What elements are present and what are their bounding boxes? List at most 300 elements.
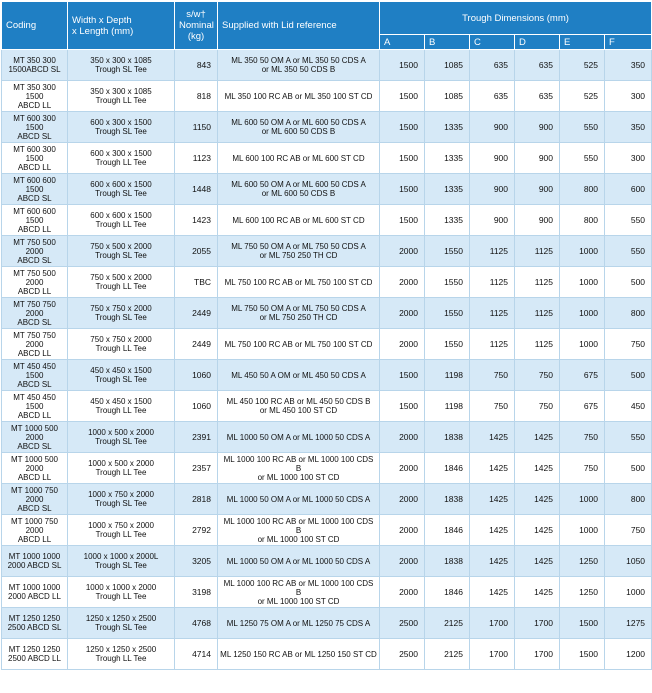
dim-e-cell: 1000 xyxy=(560,484,605,515)
dim-a-cell: 1500 xyxy=(380,143,425,174)
dim-c-cell: 1425 xyxy=(470,422,515,453)
size-cell-line: Trough LL Tee xyxy=(95,282,147,291)
weight-cell: 2449 xyxy=(175,329,218,360)
lid-cell-line: ML 450 100 RC AB or ML 450 50 CDS B xyxy=(226,397,371,406)
coding-cell-line: ABCD LL xyxy=(17,224,52,234)
dim-d-cell: 1425 xyxy=(515,546,560,577)
dim-c-cell: 1425 xyxy=(470,484,515,515)
dim-f-cell: 500 xyxy=(605,360,652,391)
coding-cell xyxy=(2,453,68,484)
lid-cell xyxy=(218,577,380,608)
dim-f-cell: 750 xyxy=(605,329,652,360)
size-cell-line: 1250 x 1250 x 2500 xyxy=(85,645,157,654)
size-cell-line: 1000 x 750 x 2000 xyxy=(88,521,154,530)
dim-a-cell: 2000 xyxy=(380,236,425,267)
coding-cell xyxy=(2,267,68,298)
lid-cell-line: ML 1000 100 RC AB or ML 1000 100 CDS B xyxy=(223,578,374,597)
dim-a-cell: 1500 xyxy=(380,360,425,391)
size-cell-line: 1000 x 1000 x 2000 xyxy=(85,583,157,592)
dim-d-cell: 1700 xyxy=(515,639,560,670)
header-dim-b: B xyxy=(425,35,470,50)
coding-cell-line: MT 1250 1250 xyxy=(8,614,61,623)
lid-cell xyxy=(218,174,380,205)
coding-cell-line: ABCD SL xyxy=(17,441,52,451)
coding-cell-line: MT 1000 1000 xyxy=(8,583,61,592)
size-cell-line: 750 x 500 x 2000 xyxy=(90,273,152,282)
dim-e-cell: 1000 xyxy=(560,267,605,298)
dim-a-cell: 1500 xyxy=(380,174,425,205)
size-cell-line: 450 x 450 x 1500 xyxy=(90,397,152,406)
size-cell-line: Trough LL Tee xyxy=(95,344,147,353)
weight-cell: 1060 xyxy=(175,360,218,391)
dim-d-cell: 1425 xyxy=(515,515,560,546)
dim-b-cell: 1838 xyxy=(425,546,470,577)
weight-cell: 2449 xyxy=(175,298,218,329)
coding-cell-line: ABCD SL xyxy=(17,379,52,389)
lid-cell xyxy=(218,360,380,391)
dim-d-cell: 635 xyxy=(515,50,560,81)
size-cell-line: 600 x 600 x 1500 xyxy=(90,180,152,189)
lid-cell-line: or ML 600 50 CDS B xyxy=(261,189,336,198)
table-row xyxy=(2,267,652,298)
lid-cell-line: ML 600 100 RC AB or ML 600 ST CD xyxy=(232,215,365,225)
dim-a-cell: 2000 xyxy=(380,329,425,360)
size-cell-line: Trough SL Tee xyxy=(95,499,147,508)
dim-e-cell: 1500 xyxy=(560,608,605,639)
dim-c-cell: 750 xyxy=(470,391,515,422)
dim-a-cell: 2000 xyxy=(380,546,425,577)
dim-d-cell: 900 xyxy=(515,112,560,143)
header-dim-c: C xyxy=(470,35,515,50)
lid-cell xyxy=(218,267,380,298)
dim-d-cell: 750 xyxy=(515,391,560,422)
lid-cell-line: ML 1000 100 RC AB or ML 1000 100 CDS B xyxy=(223,454,374,473)
size-cell xyxy=(68,639,175,670)
weight-cell: 3205 xyxy=(175,546,218,577)
dim-e-cell: 1000 xyxy=(560,298,605,329)
coding-cell xyxy=(2,174,68,205)
size-cell-line: Trough SL Tee xyxy=(95,251,147,260)
lid-cell-line: ML 350 100 RC AB or ML 350 100 ST CD xyxy=(224,91,373,101)
table-row xyxy=(2,608,652,639)
dim-c-cell: 1125 xyxy=(470,298,515,329)
lid-cell-line: ML 1000 50 OM A or ML 1000 50 CDS A xyxy=(226,494,371,504)
dim-e-cell: 525 xyxy=(560,50,605,81)
lid-cell xyxy=(218,639,380,670)
dim-c-cell: 1425 xyxy=(470,577,515,608)
size-cell-line: 600 x 600 x 1500 xyxy=(90,211,152,220)
dim-d-cell: 635 xyxy=(515,81,560,112)
size-cell xyxy=(68,515,175,546)
dim-a-cell: 2000 xyxy=(380,484,425,515)
lid-cell-line: ML 1000 50 OM A or ML 1000 50 CDS A xyxy=(226,432,371,442)
lid-cell-line: ML 1000 100 RC AB or ML 1000 100 CDS B xyxy=(223,516,374,535)
dim-a-cell: 2000 xyxy=(380,422,425,453)
dim-f-cell: 550 xyxy=(605,422,652,453)
lid-cell xyxy=(218,422,380,453)
header-trough-dimensions: Trough Dimensions (mm) xyxy=(380,2,652,35)
dim-f-cell: 1050 xyxy=(605,546,652,577)
dim-a-cell: 1500 xyxy=(380,391,425,422)
dim-c-cell: 1425 xyxy=(470,546,515,577)
dim-e-cell: 675 xyxy=(560,391,605,422)
size-cell xyxy=(68,205,175,236)
coding-cell xyxy=(2,422,68,453)
lid-cell-line: ML 600 50 OM A or ML 600 50 CDS A xyxy=(231,118,366,127)
weight-cell: 1448 xyxy=(175,174,218,205)
header-width-depth-length: Width x Depth x Length (mm) xyxy=(68,2,175,50)
size-cell xyxy=(68,577,175,608)
dim-f-cell: 500 xyxy=(605,453,652,484)
size-cell-line: 600 x 300 x 1500 xyxy=(90,118,152,127)
weight-cell: 1423 xyxy=(175,205,218,236)
lid-cell-line: ML 350 50 OM A or ML 350 50 CDS A xyxy=(231,56,366,65)
dim-c-cell: 635 xyxy=(470,50,515,81)
size-cell xyxy=(68,174,175,205)
dim-e-cell: 1500 xyxy=(560,639,605,670)
size-cell xyxy=(68,391,175,422)
header-dim-e: E xyxy=(560,35,605,50)
coding-cell xyxy=(2,50,68,81)
table-row xyxy=(2,484,652,515)
dim-a-cell: 2500 xyxy=(380,608,425,639)
weight-cell: 4714 xyxy=(175,639,218,670)
table-row xyxy=(2,577,652,608)
size-cell xyxy=(68,267,175,298)
table-body xyxy=(2,50,652,670)
coding-cell-line: MT 750 750 2000 xyxy=(13,330,56,349)
table-row xyxy=(2,422,652,453)
coding-cell-line: ABCD SL xyxy=(17,503,52,513)
dim-e-cell: 525 xyxy=(560,81,605,112)
dim-f-cell: 1275 xyxy=(605,608,652,639)
dim-d-cell: 1425 xyxy=(515,484,560,515)
dim-c-cell: 900 xyxy=(470,112,515,143)
dim-a-cell: 2000 xyxy=(380,577,425,608)
dim-b-cell: 1335 xyxy=(425,174,470,205)
lid-cell-line: ML 750 50 OM A or ML 750 50 CDS A xyxy=(231,304,366,313)
lid-cell-line: or ML 600 50 CDS B xyxy=(261,127,336,136)
table-row xyxy=(2,453,652,484)
dim-f-cell: 350 xyxy=(605,112,652,143)
lid-cell xyxy=(218,298,380,329)
coding-cell xyxy=(2,515,68,546)
coding-cell-line: 2500 ABCD LL xyxy=(8,654,61,663)
coding-cell-line: MT 450 450 1500 xyxy=(13,392,56,411)
size-cell-line: Trough SL Tee xyxy=(95,561,147,570)
lid-cell-line: or ML 1000 100 ST CD xyxy=(257,472,340,482)
table-row xyxy=(2,515,652,546)
weight-cell: 2792 xyxy=(175,515,218,546)
dim-d-cell: 900 xyxy=(515,143,560,174)
coding-cell-line: 2500 ABCD SL xyxy=(7,623,62,632)
coding-cell-line: MT 1250 1250 xyxy=(8,645,61,654)
size-cell-line: Trough SL Tee xyxy=(95,437,147,446)
weight-cell: 2055 xyxy=(175,236,218,267)
coding-cell xyxy=(2,360,68,391)
weight-cell: 1123 xyxy=(175,143,218,174)
coding-cell-line: ABCD LL xyxy=(17,100,52,110)
size-cell-line: Trough LL Tee xyxy=(95,220,147,229)
dim-f-cell: 600 xyxy=(605,174,652,205)
dim-b-cell: 1838 xyxy=(425,484,470,515)
size-cell-line: 1000 x 500 x 2000 xyxy=(88,459,154,468)
coding-cell-line: ABCD LL xyxy=(17,348,52,358)
header-lid-reference: Supplied with Lid reference xyxy=(218,2,380,50)
table-row xyxy=(2,391,652,422)
coding-cell-line: ABCD SL xyxy=(17,193,52,203)
dim-b-cell: 1335 xyxy=(425,112,470,143)
dim-e-cell: 1000 xyxy=(560,329,605,360)
dim-b-cell: 1550 xyxy=(425,329,470,360)
size-cell-line: Trough LL Tee xyxy=(95,158,147,167)
lid-cell xyxy=(218,205,380,236)
header-dim-f: F xyxy=(605,35,652,50)
dim-f-cell: 1200 xyxy=(605,639,652,670)
dim-f-cell: 550 xyxy=(605,205,652,236)
size-cell xyxy=(68,298,175,329)
dim-c-cell: 1425 xyxy=(470,515,515,546)
dim-b-cell: 1846 xyxy=(425,577,470,608)
dim-b-cell: 1085 xyxy=(425,50,470,81)
size-cell-line: 1000 x 1000 x 2000L xyxy=(83,552,159,561)
lid-cell-line: or ML 350 50 CDS B xyxy=(261,65,336,74)
dim-c-cell: 1700 xyxy=(470,639,515,670)
weight-cell: TBC xyxy=(175,267,218,298)
coding-cell xyxy=(2,236,68,267)
lid-cell xyxy=(218,236,380,267)
size-cell xyxy=(68,453,175,484)
dim-e-cell: 1000 xyxy=(560,236,605,267)
table-row xyxy=(2,360,652,391)
weight-cell: 3198 xyxy=(175,577,218,608)
header-nominal-weight: s/w† Nominal (kg) xyxy=(175,2,218,50)
dim-b-cell: 1335 xyxy=(425,143,470,174)
table-row xyxy=(2,639,652,670)
coding-cell-line: MT 600 600 1500 xyxy=(13,206,56,225)
dim-e-cell: 800 xyxy=(560,174,605,205)
dim-f-cell: 300 xyxy=(605,143,652,174)
coding-cell xyxy=(2,143,68,174)
table-row xyxy=(2,143,652,174)
coding-cell xyxy=(2,329,68,360)
size-cell-line: Trough LL Tee xyxy=(95,654,147,663)
dim-e-cell: 550 xyxy=(560,112,605,143)
trough-spec-table xyxy=(1,1,652,670)
lid-cell xyxy=(218,112,380,143)
size-cell xyxy=(68,360,175,391)
size-cell-line: Trough SL Tee xyxy=(95,127,147,136)
dim-b-cell: 1085 xyxy=(425,81,470,112)
dim-b-cell: 1550 xyxy=(425,236,470,267)
size-cell xyxy=(68,484,175,515)
size-cell xyxy=(68,81,175,112)
size-cell-line: Trough LL Tee xyxy=(95,592,147,601)
size-cell-line: 750 x 750 x 2000 xyxy=(90,304,152,313)
dim-e-cell: 750 xyxy=(560,453,605,484)
coding-cell-line: ABCD SL xyxy=(17,317,52,327)
dim-b-cell: 1335 xyxy=(425,205,470,236)
lid-cell-line: ML 1250 150 RC AB or ML 1250 150 ST CD xyxy=(220,649,377,659)
lid-cell xyxy=(218,484,380,515)
coding-cell-line: MT 600 600 1500 xyxy=(13,175,56,194)
dim-a-cell: 2000 xyxy=(380,453,425,484)
lid-cell xyxy=(218,608,380,639)
lid-cell-line: or ML 450 100 ST CD xyxy=(259,406,338,415)
lid-cell xyxy=(218,546,380,577)
dim-d-cell: 1125 xyxy=(515,236,560,267)
coding-cell xyxy=(2,484,68,515)
coding-cell-line: MT 750 500 2000 xyxy=(13,237,56,256)
coding-cell-line: MT 600 300 1500 xyxy=(13,113,56,132)
dim-e-cell: 1250 xyxy=(560,577,605,608)
dim-c-cell: 1125 xyxy=(470,329,515,360)
dim-f-cell: 450 xyxy=(605,391,652,422)
dim-c-cell: 1125 xyxy=(470,267,515,298)
dim-a-cell: 1500 xyxy=(380,205,425,236)
dim-f-cell: 500 xyxy=(605,267,652,298)
coding-cell xyxy=(2,577,68,608)
coding-cell-line: ABCD LL xyxy=(17,410,52,420)
table-row xyxy=(2,50,652,81)
lid-cell-line: ML 750 50 OM A or ML 750 50 CDS A xyxy=(231,242,366,251)
dim-d-cell: 1425 xyxy=(515,453,560,484)
dim-b-cell: 1198 xyxy=(425,360,470,391)
lid-cell xyxy=(218,515,380,546)
size-cell-line: Trough SL Tee xyxy=(95,313,147,322)
lid-cell-line: ML 450 50 A OM or ML 450 50 CDS A xyxy=(231,370,366,380)
coding-cell xyxy=(2,608,68,639)
coding-cell-line: MT 1000 750 2000 xyxy=(11,485,58,504)
dim-b-cell: 2125 xyxy=(425,639,470,670)
dim-a-cell: 1500 xyxy=(380,50,425,81)
coding-cell-line: ABCD LL xyxy=(17,286,52,296)
coding-cell-line: ABCD SL xyxy=(17,131,52,141)
dim-f-cell: 350 xyxy=(605,50,652,81)
dim-d-cell: 1125 xyxy=(515,329,560,360)
coding-cell-line: MT 350 300 xyxy=(13,56,56,65)
header-dim-d: D xyxy=(515,35,560,50)
dim-e-cell: 675 xyxy=(560,360,605,391)
dim-f-cell: 800 xyxy=(605,298,652,329)
size-cell-line: Trough LL Tee xyxy=(95,406,147,415)
dim-c-cell: 1425 xyxy=(470,453,515,484)
dim-f-cell: 550 xyxy=(605,236,652,267)
table-row xyxy=(2,112,652,143)
size-cell-line: 750 x 750 x 2000 xyxy=(90,335,152,344)
weight-cell: 1060 xyxy=(175,391,218,422)
header-coding: Coding xyxy=(2,2,68,50)
dim-f-cell: 300 xyxy=(605,81,652,112)
coding-cell xyxy=(2,112,68,143)
size-cell xyxy=(68,422,175,453)
lid-cell-line: or ML 750 250 TH CD xyxy=(259,251,338,260)
coding-cell-line: ABCD SL xyxy=(17,255,52,265)
size-cell-line: 350 x 300 x 1085 xyxy=(90,56,152,65)
coding-cell-line: ABCD LL xyxy=(17,534,52,544)
lid-cell-line: ML 1000 50 OM A or ML 1000 50 CDS A xyxy=(226,556,371,566)
dim-b-cell: 1846 xyxy=(425,453,470,484)
coding-cell-line: 1500ABCD SL xyxy=(8,65,61,74)
header-dim-a: A xyxy=(380,35,425,50)
table-row xyxy=(2,546,652,577)
dim-a-cell: 2000 xyxy=(380,515,425,546)
coding-cell-line: 2000 ABCD LL xyxy=(8,592,61,601)
size-cell-line: Trough SL Tee xyxy=(95,375,147,384)
dim-e-cell: 1000 xyxy=(560,515,605,546)
lid-cell xyxy=(218,143,380,174)
dim-b-cell: 1846 xyxy=(425,515,470,546)
dim-d-cell: 900 xyxy=(515,205,560,236)
table-row xyxy=(2,298,652,329)
lid-cell xyxy=(218,453,380,484)
lid-cell xyxy=(218,81,380,112)
size-cell-line: Trough SL Tee xyxy=(95,189,147,198)
coding-cell-line: ABCD LL xyxy=(17,162,52,172)
lid-cell xyxy=(218,50,380,81)
dim-e-cell: 550 xyxy=(560,143,605,174)
size-cell-line: 450 x 450 x 1500 xyxy=(90,366,152,375)
coding-cell-line: 2000 ABCD SL xyxy=(7,561,62,570)
weight-cell: 818 xyxy=(175,81,218,112)
dim-d-cell: 1425 xyxy=(515,577,560,608)
lid-cell xyxy=(218,391,380,422)
dim-b-cell: 1838 xyxy=(425,422,470,453)
table-row xyxy=(2,236,652,267)
dim-c-cell: 900 xyxy=(470,174,515,205)
lid-cell-line: ML 600 50 OM A or ML 600 50 CDS A xyxy=(231,180,366,189)
weight-cell: 2818 xyxy=(175,484,218,515)
dim-e-cell: 750 xyxy=(560,422,605,453)
size-cell-line: Trough LL Tee xyxy=(95,468,147,477)
size-cell-line: Trough LL Tee xyxy=(95,96,147,105)
size-cell-line: 1000 x 500 x 2000 xyxy=(88,428,154,437)
size-cell-line: 350 x 300 x 1085 xyxy=(90,87,152,96)
lid-cell-line: ML 600 100 RC AB or ML 600 ST CD xyxy=(232,153,365,163)
coding-cell-line: MT 350 300 1500 xyxy=(13,82,56,101)
dim-a-cell: 1500 xyxy=(380,81,425,112)
size-cell xyxy=(68,143,175,174)
dim-c-cell: 1125 xyxy=(470,236,515,267)
table-row xyxy=(2,205,652,236)
size-cell xyxy=(68,236,175,267)
coding-cell-line: MT 750 500 2000 xyxy=(13,268,56,287)
dim-b-cell: 1198 xyxy=(425,391,470,422)
coding-cell-line: MT 450 450 1500 xyxy=(13,361,56,380)
dim-d-cell: 750 xyxy=(515,360,560,391)
size-cell-line: 600 x 300 x 1500 xyxy=(90,149,152,158)
size-cell-line: Trough LL Tee xyxy=(95,530,147,539)
dim-c-cell: 1700 xyxy=(470,608,515,639)
lid-cell-line: or ML 1000 100 ST CD xyxy=(257,534,340,544)
dim-e-cell: 800 xyxy=(560,205,605,236)
coding-cell-line: ABCD LL xyxy=(17,472,52,482)
dim-a-cell: 1500 xyxy=(380,112,425,143)
coding-cell xyxy=(2,546,68,577)
coding-cell xyxy=(2,205,68,236)
size-cell xyxy=(68,546,175,577)
lid-cell xyxy=(218,329,380,360)
table-row xyxy=(2,329,652,360)
coding-cell-line: MT 1000 500 2000 xyxy=(11,423,58,442)
coding-cell-line: MT 750 750 2000 xyxy=(13,299,56,318)
size-cell xyxy=(68,329,175,360)
coding-cell xyxy=(2,298,68,329)
weight-cell: 4768 xyxy=(175,608,218,639)
coding-cell-line: MT 1000 1000 xyxy=(8,552,61,561)
size-cell-line: 1000 x 750 x 2000 xyxy=(88,490,154,499)
dim-c-cell: 750 xyxy=(470,360,515,391)
